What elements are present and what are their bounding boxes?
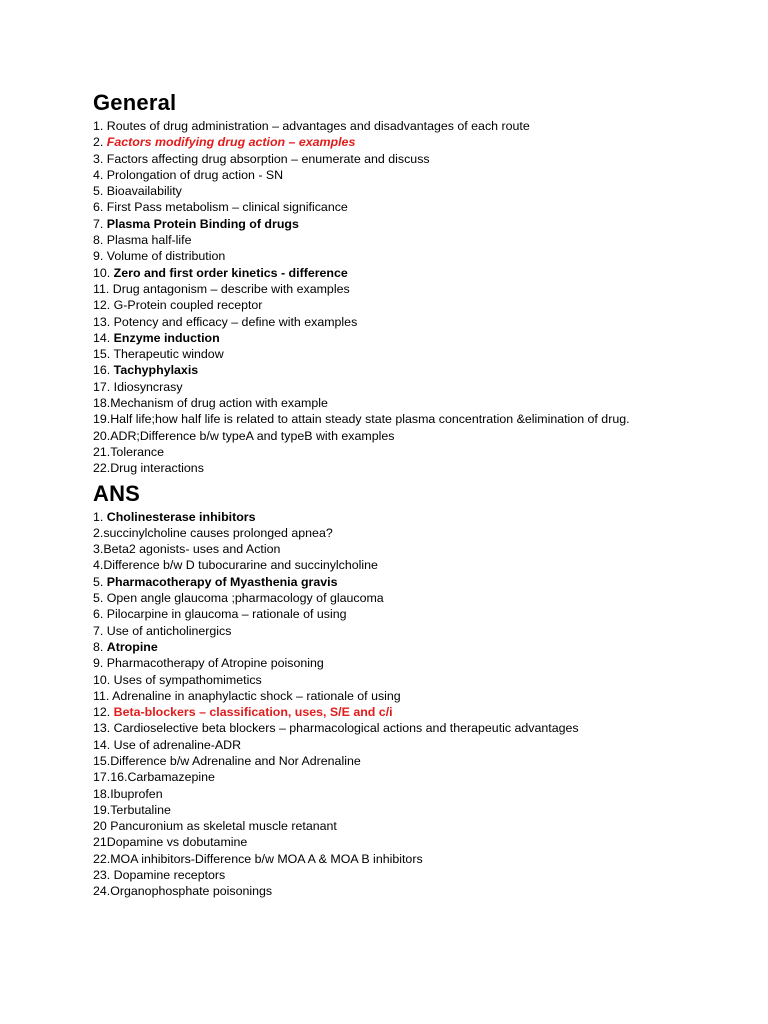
item-text: Idiosyncrasy	[113, 379, 183, 394]
item-text: Routes of drug administration – advantages and disadvantages of each route	[106, 119, 530, 133]
list-item	[93, 297, 733, 313]
item-number: 20.	[93, 428, 111, 443]
item-text: Pharmacotherapy of Atropine poisoning	[106, 656, 324, 671]
list-item	[93, 769, 733, 785]
list-item	[93, 362, 733, 378]
list-item	[93, 557, 733, 573]
item-number: 22.	[93, 851, 111, 866]
item-number: 8.	[93, 233, 107, 248]
item-text: G-Protein coupled receptor	[113, 298, 263, 313]
list-item	[93, 216, 733, 232]
item-text: Enzyme induction	[113, 330, 220, 345]
list-item	[93, 265, 733, 281]
item-text: Ibuprofen	[110, 786, 163, 801]
item-number: 4.	[93, 167, 107, 182]
list-item	[93, 183, 733, 199]
list-item	[93, 737, 733, 753]
general-topic-list	[93, 118, 733, 477]
item-text: ADR;Difference b/w typeA and typeB with examples	[110, 428, 395, 443]
item-text: Plasma half-life	[106, 233, 192, 248]
list-item	[93, 411, 733, 427]
item-number: 11.	[93, 281, 113, 296]
item-text: Plasma Protein Binding of drugs	[106, 216, 299, 231]
list-item	[93, 704, 733, 720]
item-number: 23.	[93, 868, 114, 883]
list-item	[93, 606, 733, 622]
item-text: Potency and efficacy – define with examples	[113, 314, 358, 329]
list-item	[93, 541, 733, 557]
item-text: Beta2 agonists- uses and Action	[103, 542, 281, 557]
item-number: 15.	[93, 753, 111, 768]
item-number: 9.	[93, 249, 107, 264]
item-number: 2.	[93, 525, 104, 540]
list-item	[93, 834, 733, 850]
list-item	[93, 623, 733, 639]
item-text: Zero and first order kinetics - difference	[113, 265, 348, 280]
item-number: 17.	[93, 379, 114, 394]
section-general	[93, 88, 733, 477]
list-item	[93, 672, 733, 688]
item-text: Use of anticholinergics	[106, 623, 232, 638]
list-item	[93, 753, 733, 769]
list-item	[93, 232, 733, 248]
item-text: First Pass metabolism – clinical significance	[106, 200, 348, 215]
item-number: 14.	[93, 737, 114, 752]
list-item	[93, 134, 733, 150]
item-number: 19.	[93, 412, 111, 427]
list-item	[93, 786, 733, 802]
item-text: Factors modifying drug action – examples	[106, 135, 356, 150]
item-number: 20	[93, 819, 111, 834]
item-text: Volume of distribution	[106, 249, 226, 264]
item-text: Prolongation of drug action - SN	[106, 167, 284, 182]
item-text: MOA inhibitors-Difference b/w MOA A & MOA B inhibitors	[110, 851, 423, 866]
list-item	[93, 444, 733, 460]
item-number: 7.	[93, 623, 107, 638]
list-item	[93, 525, 733, 541]
item-text: Therapeutic window	[113, 347, 224, 362]
item-text: Beta-blockers – classification, uses, S/E and c/i	[113, 705, 393, 720]
item-number: 9.	[93, 656, 107, 671]
item-number: 10.	[93, 265, 114, 280]
item-number: 16.	[93, 363, 114, 378]
list-item	[93, 883, 733, 899]
list-item	[93, 248, 733, 264]
list-item	[93, 802, 733, 818]
item-number: 6.	[93, 607, 107, 622]
item-text: Open angle glaucoma ;pharmacology of glaucoma	[106, 591, 384, 606]
item-number: 6.	[93, 200, 107, 215]
item-number: 22.	[93, 461, 111, 476]
item-text: Mechanism of drug action with example	[110, 396, 328, 411]
item-text: Difference b/w Adrenaline and Nor Adrenaline	[110, 753, 361, 768]
list-item	[93, 851, 733, 867]
item-text: Tachyphylaxis	[113, 363, 199, 378]
list-item	[93, 395, 733, 411]
item-number: 15.	[93, 347, 114, 362]
list-item	[93, 818, 733, 834]
item-number: 3.	[93, 151, 107, 166]
item-text: Dopamine vs dobutamine	[106, 835, 248, 850]
item-number: 19.	[93, 802, 111, 817]
item-number: 24.	[93, 884, 111, 899]
item-text: Cardioselective beta blockers – pharmacological actions and therapeutic advantages	[113, 721, 579, 736]
section-title-ans: ANS	[93, 480, 141, 506]
item-number: 5.	[93, 591, 107, 606]
item-number: 17.16.	[93, 770, 128, 785]
item-number: 2.	[93, 135, 107, 150]
ans-topic-list	[93, 509, 733, 900]
item-text: Adrenaline in anaphylactic shock – rationale of using	[112, 688, 401, 703]
section-title-general: General	[93, 90, 177, 115]
item-text: Atropine	[106, 639, 158, 654]
item-text: Pancuronium as skeletal muscle retanant	[110, 819, 337, 834]
list-item	[93, 330, 733, 346]
item-number: 5.	[93, 184, 107, 199]
list-item	[93, 574, 733, 590]
item-number: 13.	[93, 314, 114, 329]
item-number: 18.	[93, 396, 111, 411]
list-item	[93, 655, 733, 671]
item-text: Cholinesterase inhibitors	[106, 509, 256, 524]
list-item	[93, 118, 733, 134]
item-text: Dopamine receptors	[113, 868, 226, 883]
list-item	[93, 590, 733, 606]
item-text: Bioavailability	[106, 184, 182, 199]
list-item	[93, 509, 733, 525]
item-text: Organophosphate poisonings	[110, 884, 273, 899]
item-text: Drug interactions	[110, 461, 204, 476]
document-page	[93, 88, 733, 900]
item-number: 21	[93, 835, 107, 850]
item-text: succinylcholine causes prolonged apnea?	[103, 525, 333, 540]
section-ans	[93, 479, 733, 900]
list-item	[93, 688, 733, 704]
item-number: 13.	[93, 721, 114, 736]
list-item	[93, 346, 733, 362]
list-item	[93, 639, 733, 655]
item-text: Pharmacotherapy of Myasthenia gravis	[106, 574, 338, 589]
item-text: Factors affecting drug absorption – enumerate and discuss	[106, 151, 430, 166]
item-number: 8.	[93, 639, 107, 654]
list-item	[93, 460, 733, 476]
item-text: Drug antagonism – describe with examples	[112, 281, 350, 296]
item-number: 1.	[93, 119, 107, 133]
item-text: Tolerance	[110, 444, 164, 459]
item-number: 11.	[93, 688, 113, 703]
item-number: 10.	[93, 672, 114, 687]
item-number: 21.	[93, 444, 111, 459]
item-number: 18.	[93, 786, 111, 801]
item-text: Difference b/w D tubocurarine and succinylcholine	[103, 558, 378, 573]
item-number: 1.	[93, 509, 107, 524]
item-number: 12.	[93, 298, 114, 313]
item-text: Use of adrenaline-ADR	[113, 737, 242, 752]
list-item	[93, 314, 733, 330]
list-item	[93, 428, 733, 444]
item-number: 4.	[93, 558, 104, 573]
list-item	[93, 199, 733, 215]
item-text: Terbutaline	[110, 802, 171, 817]
item-number: 12.	[93, 705, 114, 720]
item-number: 5.	[93, 574, 107, 589]
list-item	[93, 151, 733, 167]
list-item	[93, 281, 733, 297]
item-number: 7.	[93, 216, 107, 231]
list-item	[93, 167, 733, 183]
list-item	[93, 379, 733, 395]
item-text: Pilocarpine in glaucoma – rationale of using	[106, 607, 347, 622]
item-text: Half life;how half life is related to attain steady state plasma concentration &elimination of drug.	[110, 412, 630, 427]
item-number: 14.	[93, 330, 114, 345]
item-number: 3.	[93, 542, 104, 557]
list-item	[93, 720, 733, 736]
item-text: Carbamazepine	[127, 770, 215, 785]
item-text: Uses of sympathomimetics	[113, 672, 262, 687]
list-item	[93, 867, 733, 883]
